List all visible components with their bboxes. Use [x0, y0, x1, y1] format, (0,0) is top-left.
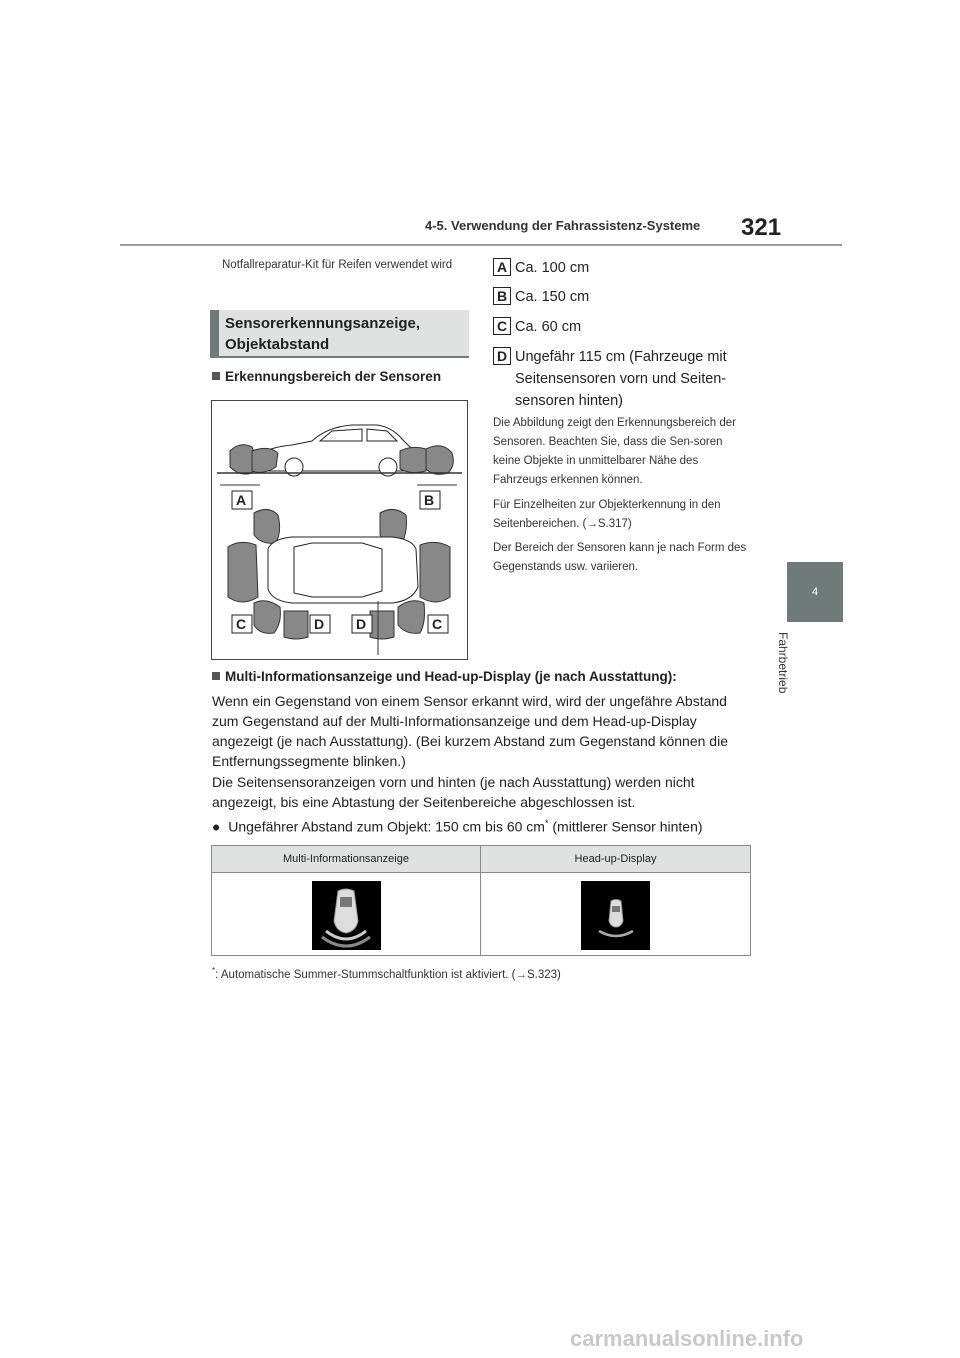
range-variation-note: Der Bereich der Sensoren kann je nach Form des Gegenstands usw. variieren. [493, 542, 747, 573]
chapter-label: Fahrbetrieb [776, 632, 790, 694]
section-title-line1: Sensorerkennungsanzeige, [225, 315, 421, 332]
label-c-right: C [432, 616, 443, 632]
square-bullet-icon [212, 672, 220, 680]
figure-note: Die Abbildung zeigt den Erkennungsbereich der Sensoren. Beachten Sie, dass die Sen-soren keine Objekte in unmittelbarer Nähe des Fahrzeugs erkennen können. [493, 417, 736, 486]
car-side-view-icon [260, 425, 417, 476]
bullet-suffix: (mittlerer Sensor hinten) [548, 818, 703, 835]
section-title-line2: Objektabstand [225, 336, 330, 353]
bullet-text: Ungefährer Abstand zum Objekt: 150 cm bis 60 cm [228, 818, 545, 835]
watermark: carmanualsonline.info [570, 1326, 804, 1351]
label-d-left: D [314, 616, 325, 632]
footnote-mark: * [212, 966, 216, 975]
sensor-range-figure [211, 400, 468, 660]
label-d-right: D [356, 616, 367, 632]
label-c-left: C [236, 616, 247, 632]
legend-d [493, 346, 745, 412]
display-table [211, 845, 751, 956]
legend-b [493, 286, 735, 308]
legend-a [493, 257, 735, 279]
legend-key-a: A [493, 258, 511, 276]
bullet-sup: * [544, 818, 549, 828]
mid-screen-image [312, 881, 381, 950]
square-bullet-icon [212, 372, 220, 380]
footnote [212, 966, 561, 981]
subheading-text: Erkennungsbereich der Sensoren [225, 369, 442, 384]
mid-car-icon [312, 881, 381, 950]
label-b: B [424, 492, 435, 508]
side-sensor-paragraph: Die Seitensensoranzeigen vorn und hinten (je nach Ausstattung) werden nicht angezeigt, bis eine Abtastung der Seitenbereiche abgeschlossen ist. [212, 774, 695, 810]
sensor-diagram [212, 401, 467, 659]
header-rule [120, 244, 842, 246]
bullet-dot-icon: ● [212, 818, 229, 835]
label-d-right-box [352, 615, 372, 633]
legend-c [493, 316, 735, 338]
section-title [225, 313, 420, 355]
side-detection-note: Für Einzelheiten zur Objekterkennung in den Seitenbereichen. (→S.317) [493, 499, 721, 530]
previous-note: Notfallreparatur-Kit für Reifen verwendet wird [222, 259, 453, 271]
legend-text-b: Ca. 150 cm [515, 289, 590, 305]
hud-screen-image [581, 881, 650, 950]
label-a-box [232, 491, 252, 509]
subheading-text: Multi-Informationsanzeige und Head-up-Display (je nach Ausstattung): [225, 669, 677, 684]
label-c-left-box [232, 615, 252, 633]
footnote-text: : Automatische Summer-Stummschaltfunktion ist aktiviert. (→S.323) [215, 968, 561, 981]
table-header-mid: Multi-Informationsanzeige [212, 846, 481, 873]
table-divider [480, 872, 481, 956]
distance-bullet [212, 818, 703, 835]
chapter-label-wrap [776, 632, 804, 712]
legend-key-d: D [493, 347, 511, 365]
label-a: A [236, 492, 247, 508]
page-number: 321 [741, 214, 782, 241]
car-top-view-icon [268, 537, 418, 603]
section-title-box [210, 310, 469, 358]
subheading-display [212, 669, 677, 684]
subheading-sensor-range [212, 369, 441, 384]
legend-key-c: C [493, 317, 511, 335]
display-paragraph: Wenn ein Gegenstand von einem Sensor erkannt wird, wird der ungefähre Abstand zum Gegenstand auf der Multi-Informationsanzeige und dem Head-up-Display angezeigt (je nach Ausstattung). (Bei kurzem Abstand zum Gegenstand können die Entfernungssegmente blinken.) [212, 693, 728, 769]
hud-car-icon [581, 881, 650, 950]
legend-text-a: Ca. 100 cm [515, 260, 590, 276]
legend-text-c: Ca. 60 cm [515, 319, 582, 335]
label-b-box [420, 491, 440, 509]
section-header: 4-5. Verwendung der Fahrassistenz-Systeme [425, 218, 701, 233]
table-header-hud: Head-up-Display [481, 846, 750, 873]
legend-text-d: Ungefähr 115 cm (Fahrzeuge mit Seitensensoren vorn und Seiten-sensoren hinten) [515, 349, 727, 409]
label-d-left-box [310, 615, 330, 633]
label-c-right-box [428, 615, 448, 633]
chapter-tab[interactable]: 4 [787, 562, 843, 622]
legend-key-b: B [493, 287, 511, 305]
